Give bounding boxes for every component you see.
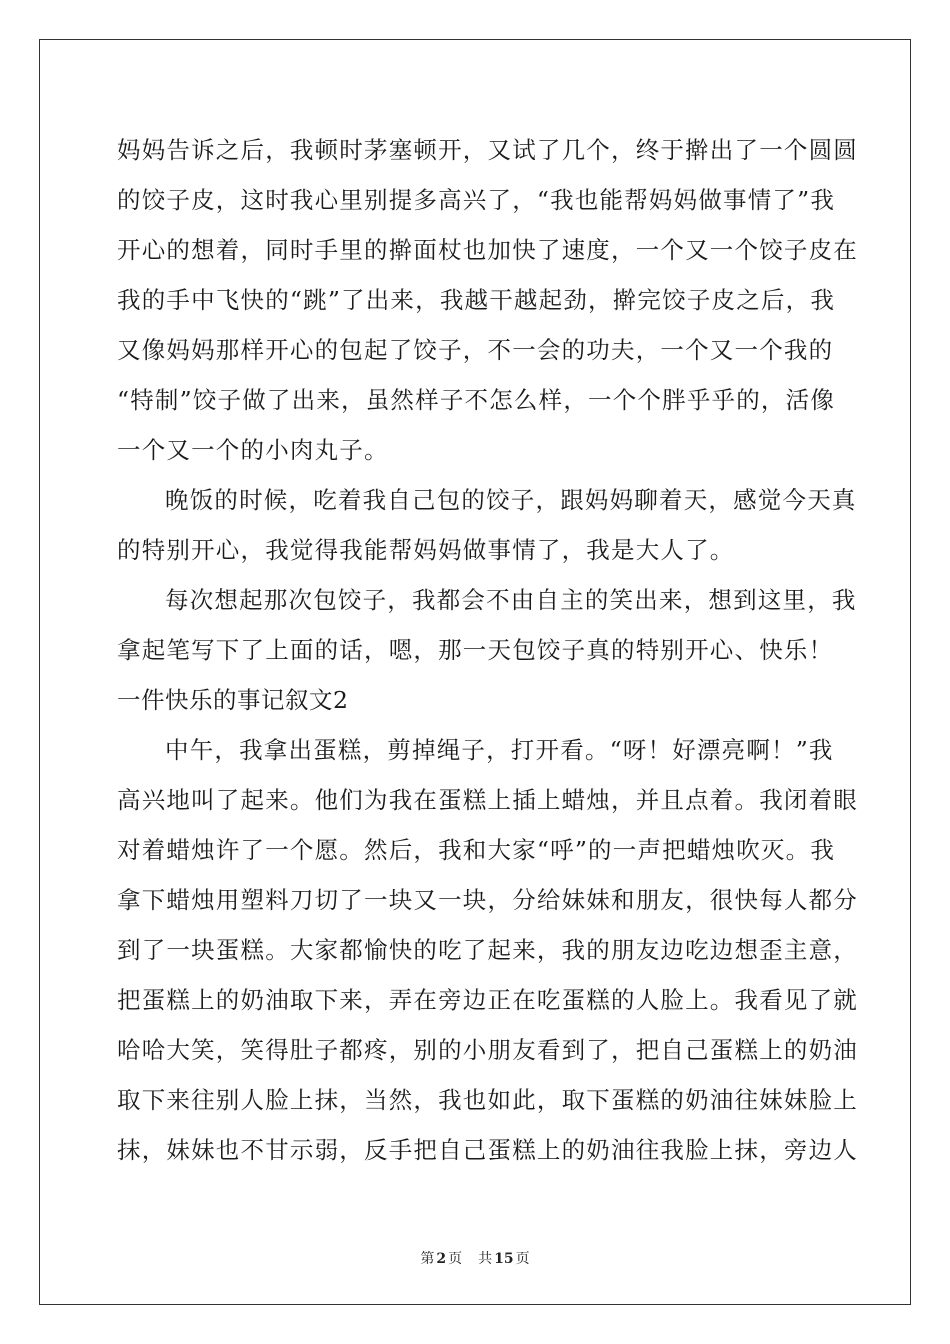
text-line: 拿下蜡烛用塑料刀切了一块又一块，分给妹妹和朋友，很快每人都分 [117, 886, 858, 914]
text-line: 一个又一个的小肉丸子。 [117, 436, 389, 464]
text-line: 妈妈告诉之后，我顿时茅塞顿开，又试了几个，终于擀出了一个圆圆 [117, 136, 858, 164]
text-line: 我的手中飞快的“跳”了出来，我越干越起劲，擀完饺子皮之后，我 [117, 286, 836, 314]
text-line: 抹，妹妹也不甘示弱，反手把自己蛋糕上的奶油往我脸上抹，旁边人 [117, 1136, 858, 1164]
text-line: 开心的想着，同时手里的擀面杖也加快了速度，一个又一个饺子皮在 [117, 236, 858, 264]
paragraph-first-line: 每次想起那次包饺子，我都会不由自主的笑出来，想到这里，我 [165, 586, 857, 614]
section-heading: 一件快乐的事记叙文2 [117, 686, 349, 714]
text-line: 哈哈大笑，笑得肚子都疼，别的小朋友看到了，把自己蛋糕上的奶油 [117, 1036, 858, 1064]
text-line: 又像妈妈那样开心的包起了饺子，不一会的功夫，一个又一个我的 [117, 336, 834, 364]
text-line: 的特别开心，我觉得我能帮妈妈做事情了，我是大人了。 [117, 536, 735, 564]
text-line: “特制”饺子做了出来，虽然样子不怎么样，一个个胖乎乎的，活像 [117, 386, 836, 414]
text-line: 的饺子皮，这时我心里别提多高兴了，“我也能帮妈妈做事情了”我 [117, 186, 836, 214]
paragraph-first-line: 晚饭的时候，吃着我自己包的饺子，跟妈妈聊着天，感觉今天真 [165, 486, 857, 514]
total-suffix: 页 [515, 1251, 530, 1267]
text-line: 取下来往别人脸上抹，当然，我也如此，取下蛋糕的奶油往妹妹脸上 [117, 1086, 858, 1114]
page-number: 2 [436, 1251, 447, 1267]
total-pages: 15 [494, 1251, 514, 1267]
page-footer [0, 1248, 950, 1268]
text-line: 对着蜡烛许了一个愿。然后，我和大家“呼”的一声把蜡烛吹灭。我 [117, 836, 836, 864]
total-prefix: 共 [478, 1251, 493, 1267]
text-line: 到了一块蛋糕。大家都愉快的吃了起来，我的朋友边吃边想歪主意， [117, 936, 858, 964]
paragraph-first-line: 中午，我拿出蛋糕，剪掉绳子，打开看。“呀！好漂亮啊！”我 [165, 736, 834, 764]
text-line: 把蛋糕上的奶油取下来，弄在旁边正在吃蛋糕的人脸上。我看见了就 [117, 986, 858, 1014]
page-suffix: 页 [448, 1251, 463, 1267]
page-prefix: 第 [420, 1251, 435, 1267]
document-body [117, 125, 858, 1175]
text-line: 拿起笔写下了上面的话，嗯，那一天包饺子真的特别开心、快乐！ [117, 636, 834, 664]
text-line: 高兴地叫了起来。他们为我在蛋糕上插上蜡烛，并且点着。我闭着眼 [117, 786, 858, 814]
